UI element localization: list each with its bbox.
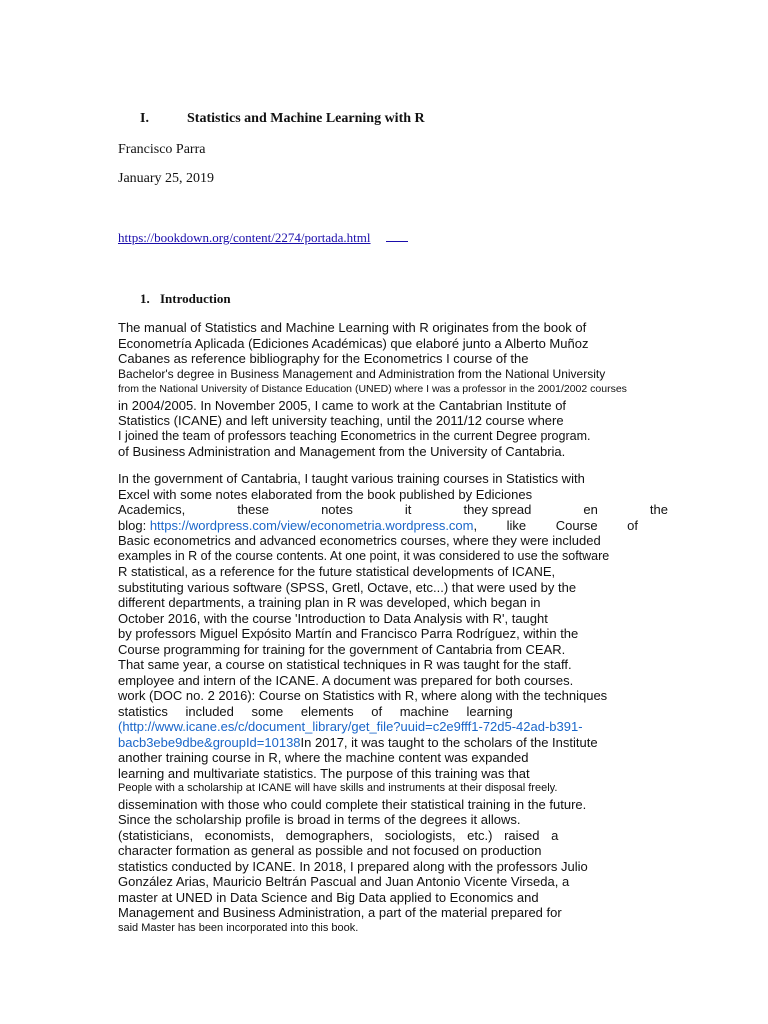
line-word: like — [506, 517, 527, 533]
paragraph-line — [118, 502, 668, 518]
line-text: Excel with some notes elaborated from the book published by Ediciones — [118, 486, 533, 502]
line-word: of — [627, 517, 638, 533]
document-date: January 25, 2019 — [118, 171, 215, 186]
paragraph-line: learning and multivariate statistics. The purpose of this training was that — [118, 765, 530, 781]
line-word: Academics, — [118, 502, 186, 517]
line-text: blog: https://wordpress.com/view/econometria.wordpress.com, — [118, 517, 478, 533]
line-word: en — [583, 502, 598, 517]
heading-number: I. — [140, 111, 149, 126]
paragraph-line: Bachelor's degree in Business Management and Administration from the National University — [118, 366, 606, 381]
paragraph-line: said Master has been incorporated into this book. — [118, 921, 359, 934]
paragraph-line: Basic econometrics and advanced econometrics courses, where they were included — [118, 533, 601, 548]
paragraph-line: People with a scholarship at ICANE will have skills and instruments at their disposal freely. — [118, 782, 558, 794]
paragraph-line: October 2016, with the course 'Introduction to Data Analysis with R', taught — [118, 610, 548, 626]
paragraph-line: The manual of Statistics and Machine Learning with R originates from the book of — [118, 320, 587, 335]
author-name: Francisco Parra — [118, 142, 206, 157]
section-title: Introduction — [160, 291, 231, 306]
paragraph-line: I joined the team of professors teaching Econometrics in the current Degree program. — [118, 428, 591, 443]
paragraph-line — [118, 518, 638, 534]
paragraph-line: another training course in R, where the machine content was expanded — [118, 750, 529, 765]
paragraph-line: employee and intern of the ICANE. A document was prepared for both courses. — [118, 672, 574, 688]
paragraph-line — [118, 487, 668, 503]
paragraph-line: master at UNED in Data Science and Big Data applied to Economics and — [118, 889, 539, 905]
paragraph-line: work (DOC no. 2 2016): Course on Statistics with R, where along with the techniques — [118, 688, 608, 703]
section-number: 1. — [140, 291, 150, 306]
link-underline-extension — [386, 241, 408, 242]
icane-document-link[interactable]: (http://www.icane.es/c/document_library/get_file?uuid=c2e9fff1-72d5-42ad-b391- — [118, 719, 583, 734]
paragraph-line: (statisticians, economists, demographers, sociologists, etc.) raised a — [118, 827, 559, 843]
line-word: it — [404, 502, 412, 517]
paragraph-line: Statistics (ICANE) and left university teaching, until the 2011/12 course where — [118, 413, 564, 428]
document-title: Statistics and Machine Learning with R — [187, 111, 425, 126]
paragraph-line: statistics included some elements of machine learning — [118, 703, 513, 719]
paragraph-line: That same year, a course on statistical techniques in R was taught for the staff. — [118, 657, 572, 672]
paragraph-line: Management and Business Administration, a part of the material prepared for — [118, 905, 562, 920]
line-word: notes — [321, 502, 353, 517]
paragraph-line: different departments, a training plan in R was developed, which began in — [118, 595, 541, 610]
blog-prefix: blog: — [118, 517, 150, 533]
paragraph-line: character formation as general as possible and not focused on production — [118, 843, 542, 858]
line-word: Course — [555, 517, 598, 533]
paragraph-line: González Arias, Mauricio Beltrán Pascual and Juan Antonio Vicente Virseda, a — [118, 874, 570, 889]
paragraph-line: In the government of Cantabria, I taught various training courses in Statistics with — [118, 471, 585, 486]
bookdown-link[interactable]: https://bookdown.org/content/2274/portada.html — [118, 230, 371, 245]
line-word: these — [237, 502, 270, 517]
paragraph-line: Course programming for training for the government of Cantabria from CEAR. — [118, 641, 566, 657]
paragraph-line: Since the scholarship profile is broad in terms of the degrees it allows. — [118, 812, 521, 827]
line-text: In 2017, it was taught to the scholars of the Institute — [300, 734, 598, 750]
icane-document-link-end[interactable]: bacb3ebe9dbe&groupId=10138 — [118, 734, 301, 750]
paragraph-2 — [118, 471, 668, 936]
paragraph-1 — [118, 320, 668, 460]
wordpress-blog-link[interactable]: https://wordpress.com/view/econometria.wordpress.com — [149, 517, 474, 533]
paragraph-line: substituting various software (SPSS, Gretl, Octave, etc...) that were used by the — [118, 579, 577, 595]
paragraph-line: Econometría Aplicada (Ediciones Académicas) que elaboré junto a Alberto Muñoz — [118, 335, 589, 351]
paragraph-line: in 2004/2005. In November 2005, I came to work at the Cantabrian Institute of — [118, 397, 567, 413]
paragraph-line: statistics conducted by ICANE. In 2018, I prepared along with the professors Julio — [118, 858, 588, 874]
line-word: they spread — [463, 502, 532, 517]
line-word: the — [649, 502, 668, 517]
paragraph-line: from the National University of Distance Education (UNED) where I was a professor in the 2001/2002 courses — [118, 383, 627, 395]
paragraph-line: dissemination with those who could complete their statistical training in the future. — [118, 796, 587, 812]
paragraph-line: Cabanes as reference bibliography for the Econometrics I course of the — [118, 351, 529, 366]
paragraph-line: examples in R of the course contents. At one point, it was considered to use the software — [118, 548, 610, 563]
paragraph-line — [118, 735, 668, 751]
paragraph-line: R statistical, as a reference for the future statistical developments of ICANE, — [118, 564, 556, 579]
paragraph-line: by professors Miguel Expósito Martín and Francisco Parra Rodríguez, within the — [118, 626, 579, 641]
paragraph-line: of Business Administration and Management from the University of Cantabria. — [118, 444, 566, 459]
